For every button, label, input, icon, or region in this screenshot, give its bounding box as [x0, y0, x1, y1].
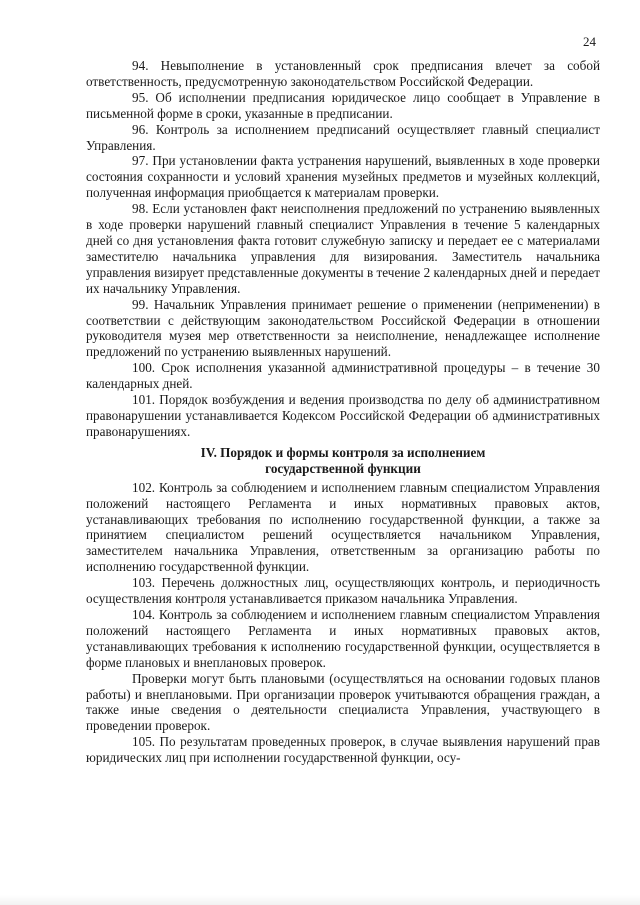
paragraph-100: 100. Срок исполнения указанной административной процедуры – в течение 30 календарных дней. [86, 360, 600, 392]
paragraph-95: 95. Об исполнении предписания юридическое лицо сообщает в Управление в письменной форме в сроки, указанные в предписании. [86, 89, 600, 121]
paragraph-104: 104. Контроль за соблюдением и исполнением главным специалистом Управления положений настоящего Регламента и иных нормативных правовых актов, устанавливающих требования к исполнению государственной функции, осуществляется в форме плановых и внеплановых проверок. [86, 607, 600, 670]
paragraph-97: 97. При установлении факта устранения нарушений, выявленных в ходе проверки состояния сохранности и условий хранения музейных предметов и музейных коллекций, полученная информация приобщается к материалам проверки. [86, 153, 600, 201]
paragraph-103: 103. Перечень должностных лиц, осуществляющих контроль, и периодичность осуществления контроля устанавливается приказом начальника Управления. [86, 575, 600, 607]
scan-bottom-edge [0, 895, 640, 905]
paragraph-99: 99. Начальник Управления принимает решение о применении (неприменении) в соответствии с действующим законодательством Российской Федерации в отношении руководителя музея мер ответственности за неисполнение, ненадлежащее исполнение предложений по устранению выявленных нарушений. [86, 296, 600, 360]
section-heading-line-2: государственной функции [265, 460, 421, 476]
paragraph-104-continued: Проверки могут быть плановыми (осуществляться на основании годовых планов работы) и внеплановыми. При организации проверок учитываются обращения граждан, а также иные сведения о деятельности специалиста Управления, участвующего в проведении проверок. [86, 670, 600, 734]
body-text [86, 58, 600, 766]
paragraph-96: 96. Контроль за исполнением предписаний осуществляет главный специалист Управления. [86, 121, 600, 153]
paragraph-101: 101. Порядок возбуждения и ведения производства по делу об административном правонарушении устанавливается Кодексом Российской Федерации об административных правонарушениях. [86, 392, 600, 439]
section-heading-line-1: IV. Порядок и формы контроля за исполнением [200, 444, 486, 460]
paragraph-105: 105. По результатам проведенных проверок, в случае выявления нарушений прав юридических лиц при исполнении государственной функции, осу- [86, 734, 600, 766]
paragraph-94: 94. Невыполнение в установленный срок предписания влечет за собой ответственность, предусмотренную законодательством Российской Федерации. [86, 58, 600, 89]
paragraph-102: 102. Контроль за соблюдением и исполнением главным специалистом Управления положений настоящего Регламента и иных нормативных правовых актов, устанавливающих требования по исполнению государственной функции, а также за принятием специалистом решений осуществляется начальником Управления, заместителем начальника Управления, ответственным за организацию работы по исполнению государственной функции. [86, 479, 600, 575]
page-number: 24 [583, 34, 596, 49]
section-heading [86, 445, 600, 477]
paragraph-98: 98. Если установлен факт неисполнения предложений по устранению выявленных в ходе проверки нарушений главный специалист Управления в течение 5 календарных дней со дня установления факта готовит служебную записку и передает ее с материалами заместителю начальника управления для визирования. Заместитель начальника управления визирует представленные документы в течение 2 календарных дней и передает их начальнику Управления. [86, 201, 600, 296]
